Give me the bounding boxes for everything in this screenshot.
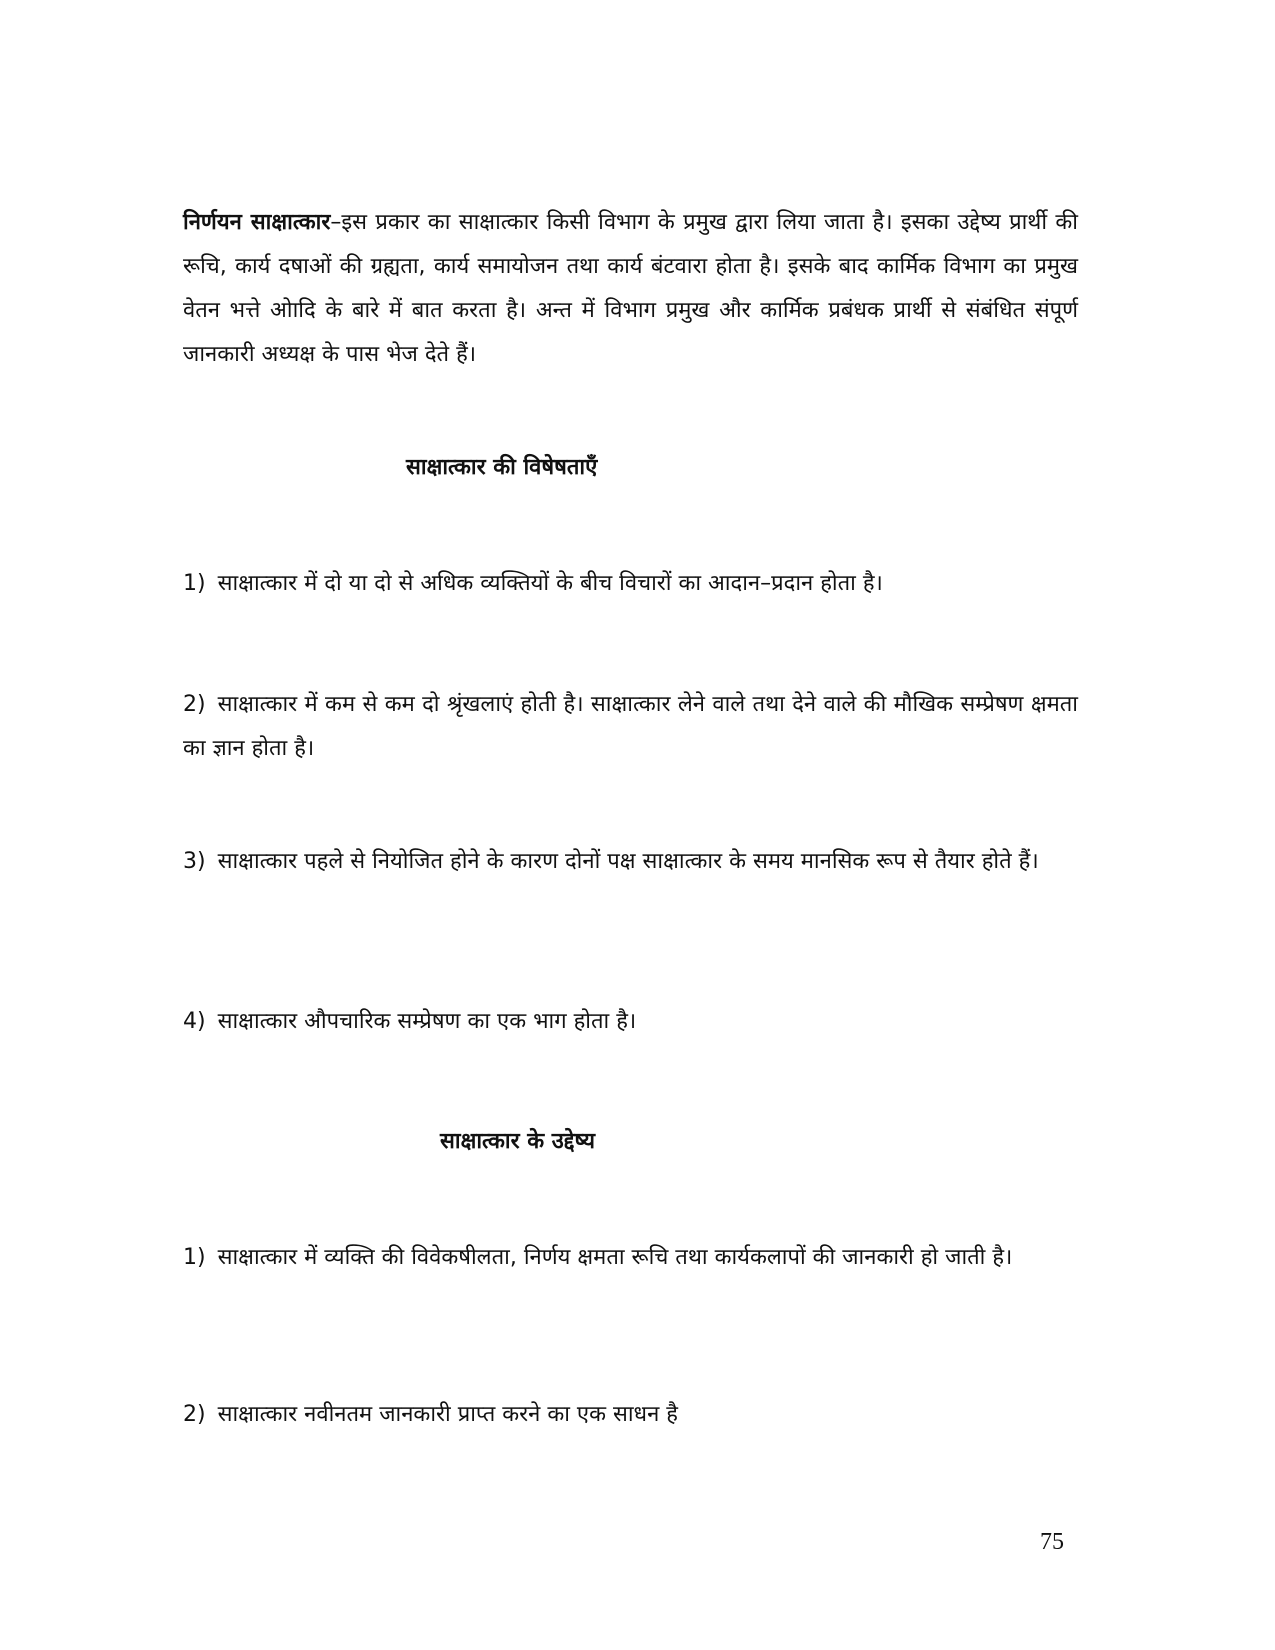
feature-item-number: 4) (183, 1009, 206, 1034)
feature-item-text: साक्षात्कार में दो या दो से अधिक व्यक्तियों के बीच विचारों का आदान–प्रदान होता है। (217, 571, 883, 596)
intro-separator: – (330, 210, 342, 235)
intro-paragraph (183, 201, 1078, 377)
objective-item-text: साक्षात्कार में व्यक्ति की विवेकषीलता, निर्णय क्षमता रूचि तथा कार्यकलापों की जानकारी हो जाती है। (217, 1245, 1013, 1270)
feature-item-number: 2) (183, 692, 206, 717)
objective-item-text: साक्षात्कार नवीनतम जानकारी प्राप्त करने का एक साधन है (217, 1402, 678, 1427)
feature-item-2 (183, 683, 1078, 771)
page-number: 75 (1040, 1529, 1064, 1555)
feature-item-text: साक्षात्कार औपचारिक सम्प्रेषण का एक भाग होता है। (217, 1009, 637, 1034)
objectives-heading: साक्षात्कार के उद्देष्य (440, 1129, 596, 1154)
objective-item-1 (183, 1236, 1078, 1280)
feature-item-number: 1) (183, 571, 206, 596)
feature-item-1 (183, 562, 1078, 606)
feature-item-3 (183, 840, 1078, 884)
intro-text: इस प्रकार का साक्षात्कार किसी विभाग के प्रमुख द्वारा लिया जाता है। इसका उद्देष्य प्रार्थी की रूचि, कार्य दषाओं की ग्रह्यता, कार्य समायोजन तथा कार्य बंटवारा होता है। इसके बाद कार्मिक विभाग का प्रमुख वेतन भत्ते ओादि के बारे में बात करता है। अन्त में विभाग प्रमुख और कार्मिक प्रबंधक प्रार्थी से संबंधित संपूर्ण जानकारी अध्यक्ष के पास भेज देते हैं। (183, 210, 1078, 367)
objective-item-number: 1) (183, 1245, 206, 1270)
objective-item-number: 2) (183, 1402, 206, 1427)
feature-item-number: 3) (183, 849, 206, 874)
objective-item-2 (183, 1393, 1078, 1437)
feature-item-4 (183, 1000, 1078, 1044)
features-heading: साक्षात्कार की विषेषताएँ (406, 455, 598, 480)
feature-item-text: साक्षात्कार में कम से कम दो श्रृंखलाएं होती है। साक्षात्कार लेने वाले तथा देने वाले की मौखिक सम्प्रेषण क्षमता का ज्ञान होता है। (183, 692, 1078, 761)
feature-item-text: साक्षात्कार पहले से नियोजित होने के कारण दोनों पक्ष साक्षात्कार के समय मानसिक रूप से तैयार होते हैं। (217, 849, 1039, 874)
intro-term: निर्णयन साक्षात्कार (183, 210, 331, 235)
